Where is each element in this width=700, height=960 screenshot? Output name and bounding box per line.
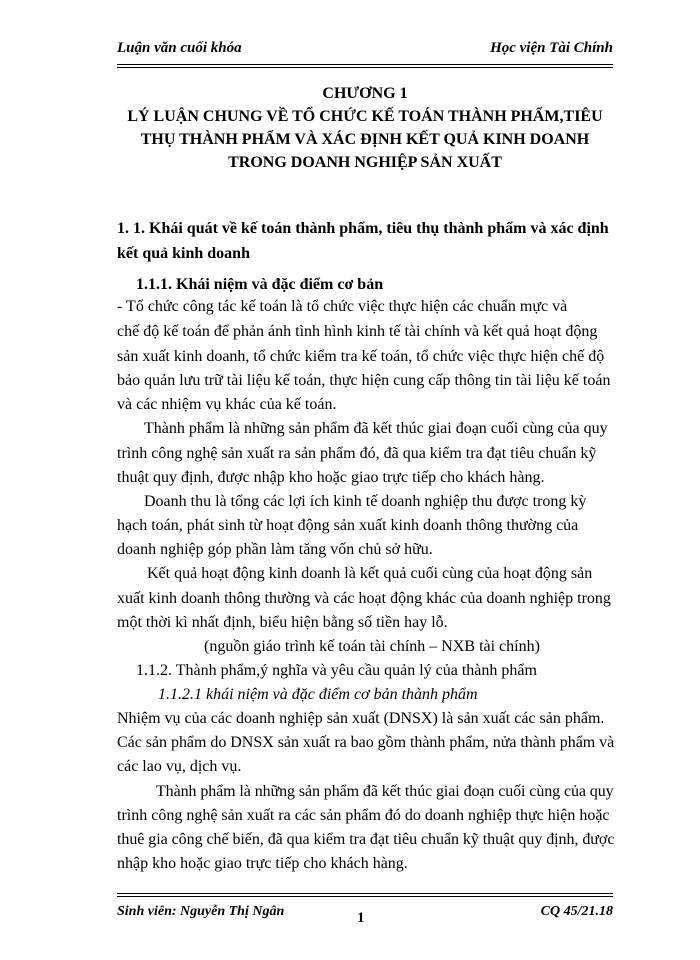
subsection-heading-1-1-2-1: 1.1.2.1 khái niệm và đặc điểm cơ bản thành phẩm — [158, 686, 478, 703]
header-rule-thin — [117, 67, 613, 68]
footer-class-code: CQ 45/21.18 — [540, 904, 613, 919]
paragraph-line: trình công nghệ sản xuất ra các sản phẩm đó do doanh nghiệp thực hiện hoặc — [117, 807, 610, 824]
paragraph-line: nhập kho hoặc giao trực tiếp cho khách hàng. — [117, 855, 408, 872]
chapter-label: CHƯƠNG 1 — [322, 85, 408, 102]
page-number: 1 — [357, 910, 365, 926]
paragraph-line: thuật quy định, được nhập kho hoặc giao trực tiếp cho khách hàng. — [117, 469, 545, 486]
section-heading-1-1-cont: kết quả kinh doanh — [117, 245, 250, 262]
paragraph-line: chế độ kế toán để phản ánh tình hình kinh tế tài chính và kết quả hoạt động — [117, 323, 598, 340]
paragraph-line: Kết quả hoạt động kinh doanh là kết quả cuối cùng của hoạt động sản — [147, 565, 593, 582]
paragraph-line: bảo quản lưu trữ tài liệu kế toán, thực hiện cung cấp thông tin tài liệu kế toán — [117, 372, 611, 389]
footer-student: Sinh viên: Nguyễn Thị Ngân — [117, 904, 285, 919]
paragraph-line: Doanh thu là tổng các lợi ích kinh tế doanh nghiệp thu được trong kỳ — [144, 493, 587, 510]
chapter-title-line-2: THỤ THÀNH PHẨM VÀ XÁC ĐỊNH KẾT QUẢ KINH DOANH — [140, 131, 590, 148]
chapter-title-line-3: TRONG DOANH NGHIỆP SẢN XUẤT — [228, 154, 502, 171]
paragraph-line: các lao vụ, dịch vụ. — [117, 758, 242, 775]
paragraph-line: xuất kinh doanh thông thường và các hoạt động khác của doanh nghiệp trong — [117, 590, 611, 607]
paragraph-line: thuê gia công chế biến, đã qua kiểm tra đạt tiêu chuẩn kỹ thuật quy định, được — [117, 831, 615, 848]
header-right: Học viện Tài Chính — [490, 40, 613, 56]
subsection-heading-1-1-1: 1.1.1. Khái niệm và đặc điểm cơ bản — [136, 276, 384, 293]
paragraph-line: và các nhiệm vụ khác của kế toán. — [117, 396, 337, 413]
paragraph-line: trình công nghệ sản xuất ra sản phẩm đó, đã qua kiểm tra đạt tiêu chuẩn kỹ — [117, 445, 597, 462]
header-rule — [117, 64, 613, 65]
paragraph-line: Thành phẩm là những sản phẩm đã kết thúc giai đoạn cuối cùng của quy — [144, 420, 608, 437]
chapter-title-line-1: LÝ LUẬN CHUNG VỀ TỔ CHỨC KẾ TOÁN THÀNH PHẨM,TIÊU — [127, 108, 603, 125]
paragraph-line: - Tổ chức công tác kế toán là tổ chức việc thực hiện các chuẩn mực và — [117, 298, 568, 315]
page-header — [117, 40, 613, 62]
section-heading-1-1: 1. 1. Khái quát về kế toán thành phẩm, tiêu thụ thành phẩm và xác định — [117, 220, 609, 237]
paragraph-line: doanh nghiệp góp phần làm tăng vốn chủ sở hữu. — [117, 541, 433, 558]
paragraph-line: Thành phẩm là những sản phẩm đã kết thúc giai đoạn cuối cùng của quy — [156, 783, 614, 800]
paragraph-line: Nhiệm vụ của các doanh nghiệp sản xuất (DNSX) là sản xuất các sản phẩm. — [117, 710, 605, 727]
paragraph-line: hạch toán, phát sinh từ hoạt động sản xuất kinh doanh thông thường của — [117, 517, 579, 534]
paragraph-line: một thời kì nhất định, biểu hiện bằng số tiền hay lỗ. — [117, 614, 448, 631]
paragraph-line: sản xuất kinh doanh, tổ chức kiểm tra kế toán, tổ chức việc thực hiện chế độ — [117, 348, 605, 365]
header-left: Luận văn cuối khóa — [117, 40, 242, 56]
footer-rule — [117, 896, 613, 897]
footer-rule-thin — [117, 893, 613, 894]
page-footer — [117, 904, 613, 926]
source-citation: (nguồn giáo trình kế toán tài chính – NXB tài chính) — [204, 638, 540, 655]
subsection-heading-1-1-2: 1.1.2. Thành phẩm,ý nghĩa và yêu cầu quản lý của thành phẩm — [136, 662, 537, 679]
paragraph-line: Các sản phẩm do DNSX sản xuất ra bao gồm thành phẩm, nửa thành phẩm và — [117, 734, 615, 751]
